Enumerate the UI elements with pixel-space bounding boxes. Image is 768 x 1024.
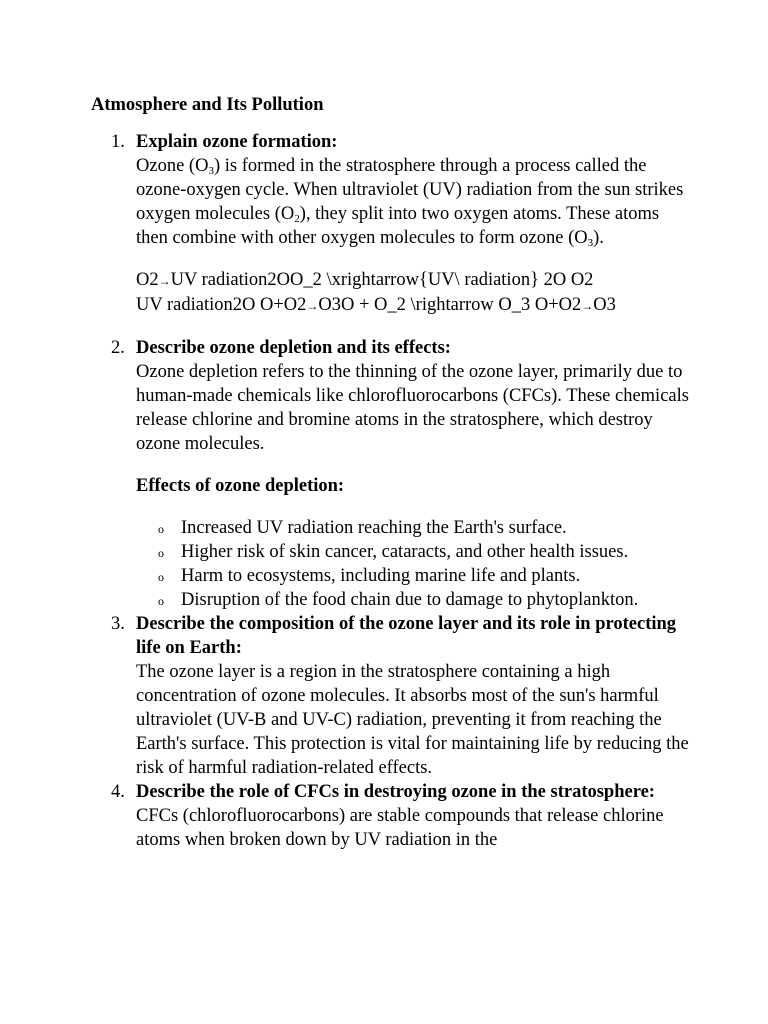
effects-list xyxy=(136,516,691,612)
bullet-icon: o xyxy=(158,594,164,608)
document-page xyxy=(91,93,691,852)
subscript: 3 xyxy=(587,237,594,249)
question-heading: Describe ozone depletion and its effects: xyxy=(136,338,451,358)
bullet-icon: o xyxy=(158,522,164,536)
equation-line-1 xyxy=(136,268,691,293)
effect-item xyxy=(136,516,691,540)
effect-text: Disruption of the food chain due to damage to phytoplankton. xyxy=(181,590,639,610)
question-heading: Explain ozone formation: xyxy=(136,132,338,152)
effect-item xyxy=(136,540,691,564)
effect-text: Harm to ecosystems, including marine life and plants. xyxy=(181,566,581,586)
equation-text: O3 xyxy=(593,295,616,315)
equation-text: UV radiation2OO_2 \xrightarrow{UV\ radiation} 2O O2 xyxy=(170,270,594,290)
arrow-symbol: → xyxy=(306,299,319,313)
answer-paragraph: The ozone layer is a region in the stratosphere containing a high concentration of ozone molecules. It absorbs most of the sun's harmful ultraviolet (UV-B and UV-C) radiation, preventing it from reaching the Earth's surface. This protection is vital for maintaining life by reducing the risk of harmful radiation-related effects. xyxy=(136,662,689,778)
effects-heading: Effects of ozone depletion: xyxy=(136,476,345,496)
chemical-equation xyxy=(136,268,691,318)
equation-line-2 xyxy=(136,293,691,318)
item-number: 2. xyxy=(111,338,125,358)
subscript: 3 xyxy=(208,165,214,177)
page-title: Atmosphere and Its Pollution xyxy=(91,95,324,115)
answer-paragraph: CFCs (chlorofluorocarbons) are stable compounds that release chlorine atoms when broken down by UV radiation in the xyxy=(136,806,664,850)
text-run: ) is formed in the stratosphere through a process called the ozone-oxygen cycle. When ultraviolet (UV) radiation from the sun strikes oxygen molecules (O xyxy=(136,156,684,224)
question-heading: Describe the composition of the ozone layer and its role in protecting life on Earth: xyxy=(136,614,677,658)
arrow-symbol: → xyxy=(158,274,171,288)
subscript: 2 xyxy=(294,213,300,225)
list-item-2 xyxy=(91,336,691,612)
item-number: 3. xyxy=(111,614,125,634)
list-item-3 xyxy=(91,612,691,780)
list-item-1 xyxy=(91,130,691,318)
text-run: Ozone (O xyxy=(136,156,209,176)
effect-text: Increased UV radiation reaching the Earth's surface. xyxy=(181,518,567,538)
item-number: 1. xyxy=(111,132,125,152)
equation-text: O3O + O_2 \rightarrow O_3 O+O2 xyxy=(318,295,582,315)
arrow-symbol: → xyxy=(581,299,594,313)
item-number: 4. xyxy=(111,782,125,802)
answer-paragraph: Ozone depletion refers to the thinning of the ozone layer, primarily due to human-made chemicals like chlorofluorocarbons (CFCs). These chemicals release chlorine and bromine atoms in the stratosphere, which destroy ozone molecules. xyxy=(136,362,689,454)
text-run: ), they split into two oxygen atoms. These atoms then combine with other oxygen molecules to form ozone (O xyxy=(136,204,660,248)
question-list xyxy=(91,130,691,852)
list-item-4 xyxy=(91,780,691,852)
effect-text: Higher risk of skin cancer, cataracts, and other health issues. xyxy=(181,542,629,562)
equation-text: O2 xyxy=(136,270,159,290)
bullet-icon: o xyxy=(158,570,164,584)
question-heading: Describe the role of CFCs in destroying ozone in the stratosphere: xyxy=(136,782,655,802)
equation-text: UV radiation2O O+O2 xyxy=(136,295,307,315)
answer-paragraph xyxy=(136,154,691,250)
effect-item xyxy=(136,588,691,612)
bullet-icon: o xyxy=(158,546,164,560)
effect-item xyxy=(136,564,691,588)
text-run: ). xyxy=(593,228,604,248)
